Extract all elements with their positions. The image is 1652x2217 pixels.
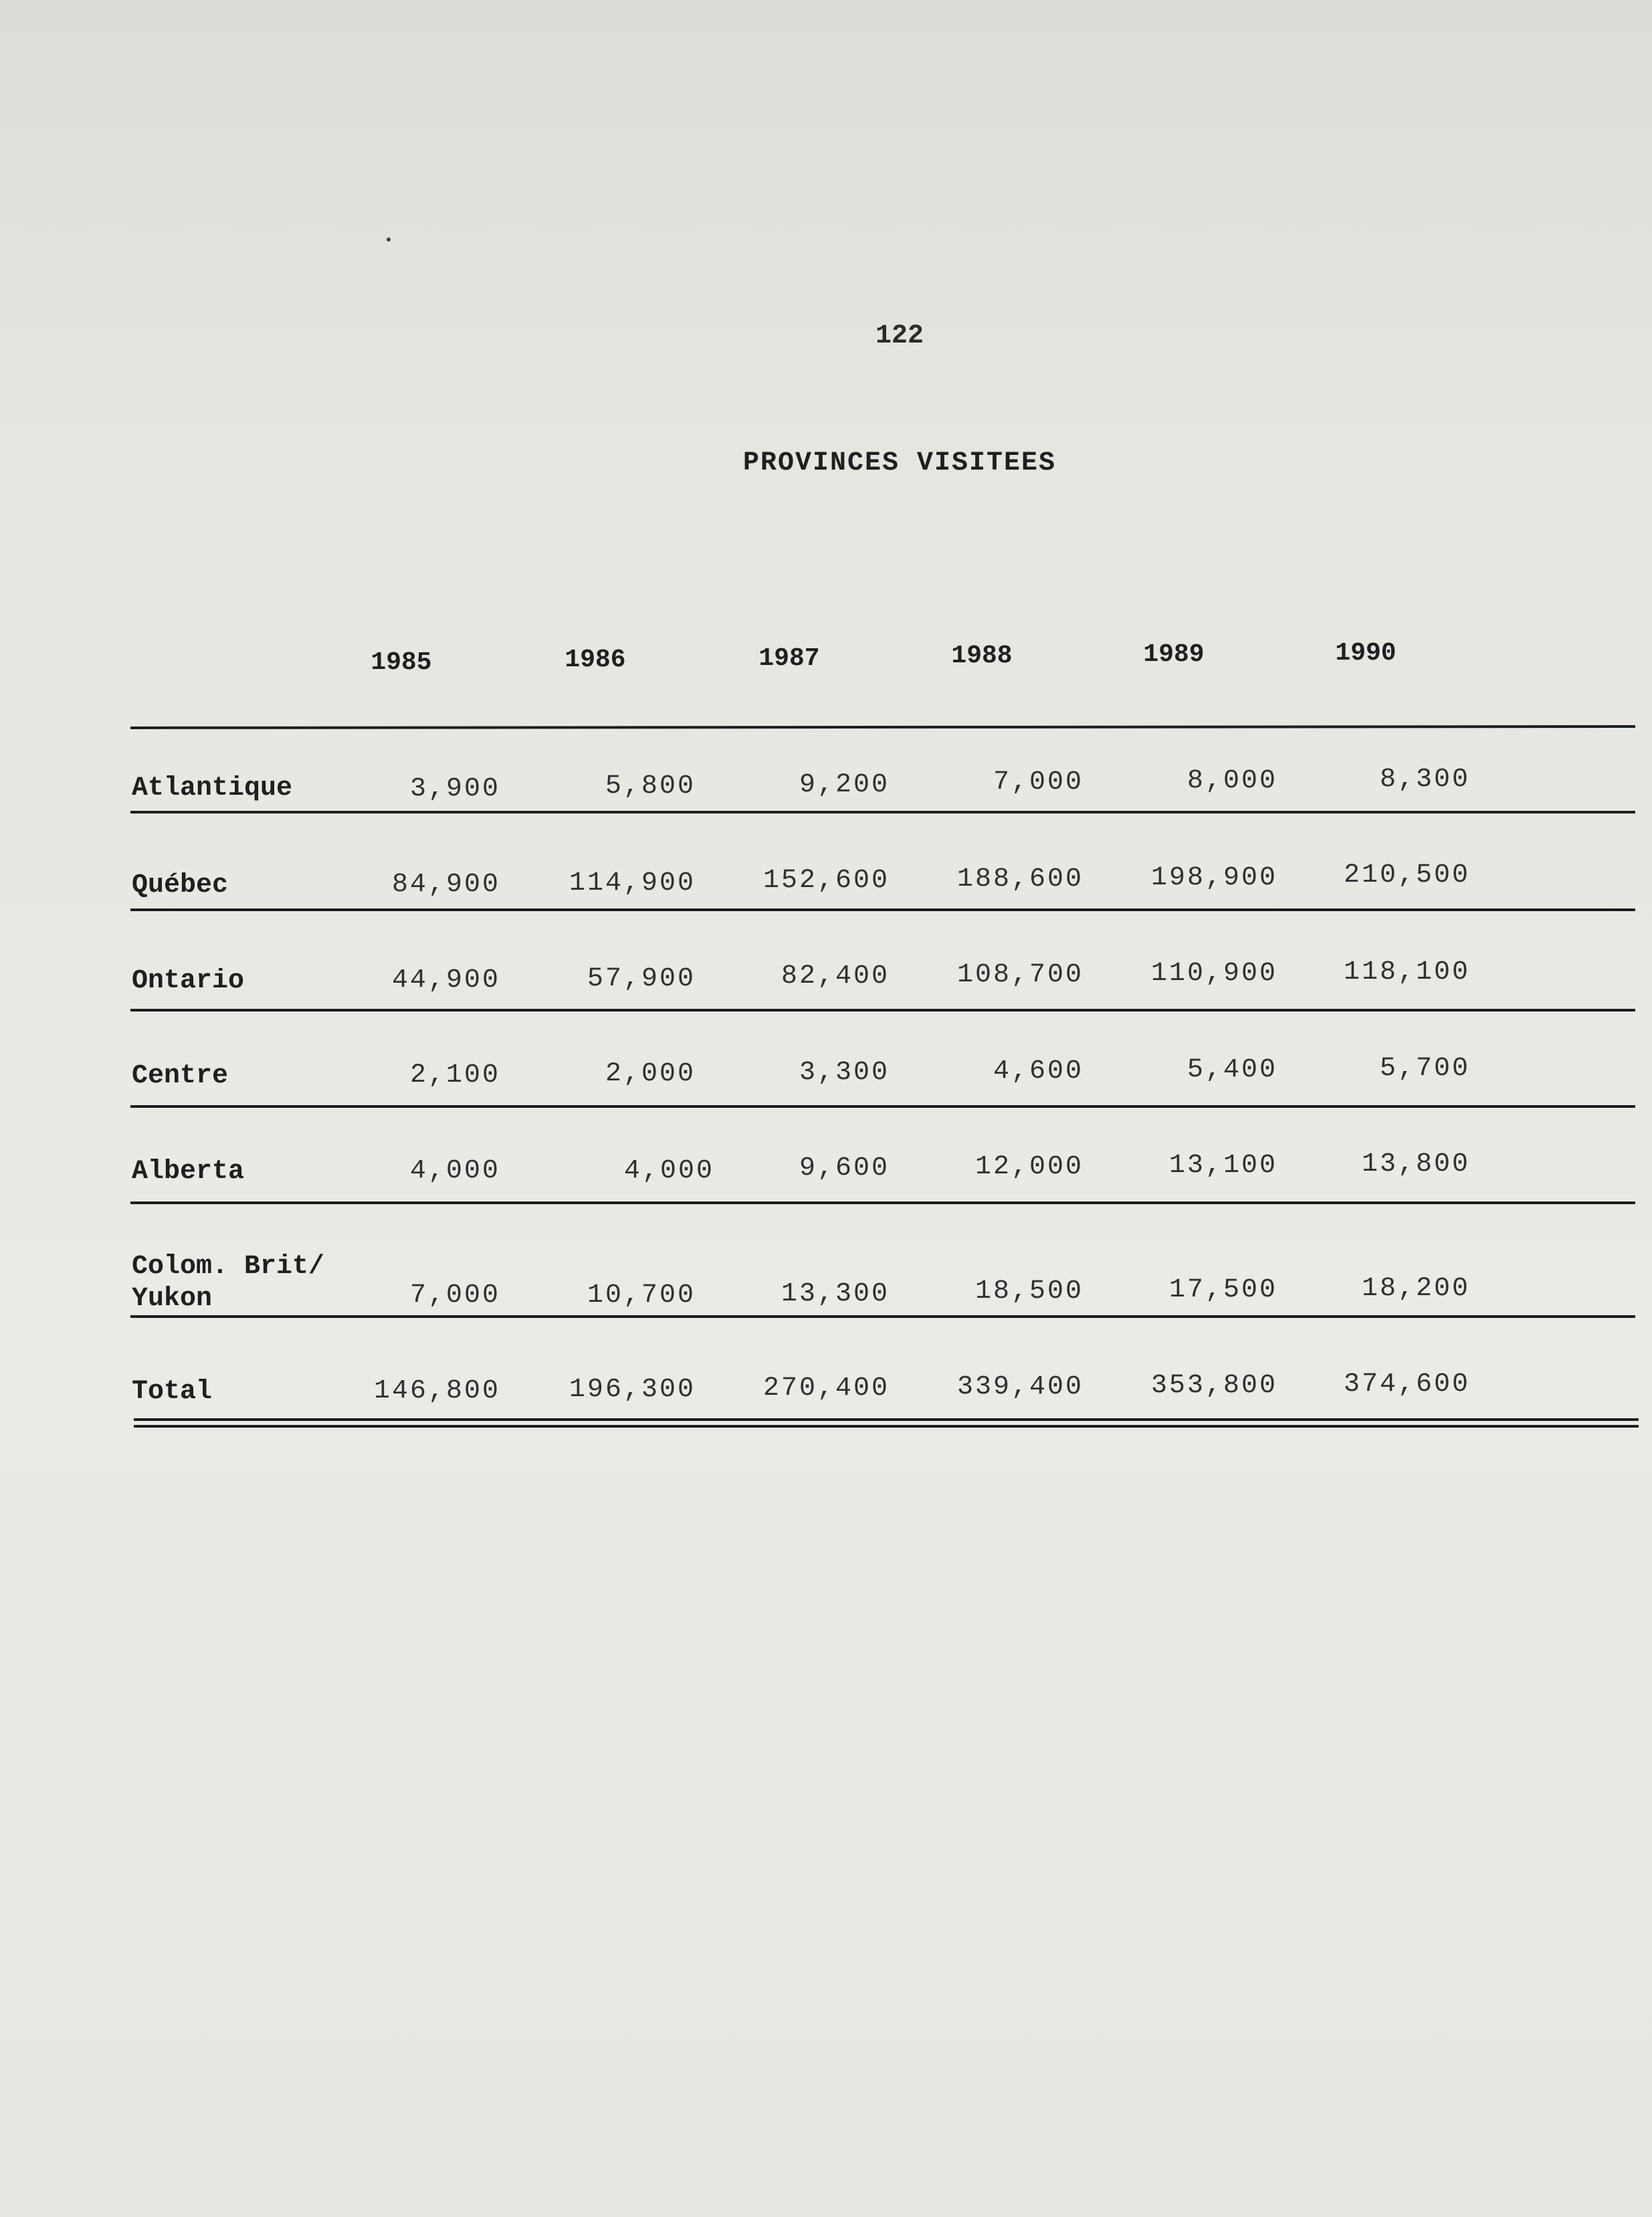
table-cell: 2,000	[605, 1059, 696, 1089]
row-rule	[130, 1201, 1635, 1204]
table-row	[0, 957, 1652, 1005]
table-cell: 13,300	[781, 1279, 890, 1309]
table-cell: 118,100	[1343, 957, 1470, 987]
table-row	[0, 1149, 1652, 1196]
table-cell: 7,000	[409, 1280, 500, 1311]
table-cell: 3,900	[409, 774, 500, 804]
table-row	[0, 1054, 1652, 1100]
table-row	[0, 860, 1652, 910]
table-cell: 13,800	[1361, 1149, 1470, 1179]
table-cell: 152,600	[762, 866, 890, 896]
row-label: Total	[132, 1377, 213, 1407]
table-cell: 13,100	[1168, 1151, 1277, 1181]
year-header-1988: 1988	[951, 642, 1013, 670]
table-cell: 84,900	[391, 870, 500, 900]
ink-speck	[387, 237, 391, 242]
table-cell: 8,300	[1379, 765, 1470, 795]
row-rule	[130, 1009, 1635, 1011]
table-header-row	[0, 639, 1652, 678]
year-header-1989: 1989	[1143, 640, 1205, 669]
table-cell: 4,600	[993, 1056, 1083, 1086]
table-cell: 374,600	[1343, 1369, 1470, 1400]
table-cell: 10,700	[587, 1280, 696, 1311]
table-cell: 12,000	[974, 1152, 1083, 1182]
table-cell: 44,900	[391, 965, 500, 995]
table-cell: 198,900	[1150, 863, 1277, 893]
document-title: PROVINCES VISITEES	[742, 448, 1057, 478]
row-rule	[130, 908, 1635, 911]
table-bottom-double-rule	[134, 1418, 1639, 1428]
page-number: 122	[875, 321, 924, 351]
row-label: Alberta	[132, 1157, 245, 1187]
row-label: Ontario	[132, 966, 245, 996]
year-header-1986: 1986	[564, 646, 626, 674]
table-cell: 8,000	[1186, 766, 1277, 796]
table-cell: 188,600	[956, 864, 1083, 894]
table-cell: 5,400	[1186, 1055, 1277, 1085]
table-cell: 7,000	[993, 767, 1083, 797]
table-cell: 270,400	[762, 1373, 890, 1404]
table-cell: 9,200	[799, 770, 890, 800]
table-cell: 17,500	[1168, 1275, 1277, 1305]
row-rule	[130, 1105, 1635, 1108]
table-cell: 210,500	[1343, 860, 1470, 890]
table-cell: 4,000	[409, 1156, 500, 1186]
year-header-1990: 1990	[1335, 639, 1397, 668]
table-row	[0, 765, 1652, 813]
table-cell: 2,100	[409, 1060, 500, 1090]
table-cell: 9,600	[799, 1153, 890, 1183]
year-header-1987: 1987	[758, 644, 820, 673]
table-cell: 5,700	[1379, 1054, 1470, 1084]
row-rule	[130, 1315, 1635, 1318]
table-top-rule	[130, 725, 1635, 729]
row-rule	[130, 811, 1635, 813]
table-cell: 3,300	[799, 1058, 890, 1088]
table-cell: 353,800	[1150, 1371, 1277, 1401]
row-label: Centre	[132, 1061, 229, 1091]
table-cell: 196,300	[569, 1375, 696, 1405]
row-label: Atlantique	[132, 773, 293, 803]
table-cell: 82,400	[781, 961, 890, 991]
row-label: Québec	[132, 870, 229, 900]
table-cell: 4,000	[623, 1156, 714, 1186]
year-header-1985: 1985	[371, 648, 432, 677]
table-cell: 339,400	[956, 1372, 1083, 1402]
table-cell: 57,900	[587, 964, 696, 994]
table-cell: 146,800	[373, 1376, 500, 1406]
table-cell: 18,500	[974, 1276, 1083, 1307]
table-cell: 110,900	[1150, 959, 1277, 989]
table-row-total	[0, 1369, 1652, 1416]
table-cell: 18,200	[1361, 1274, 1470, 1304]
table-cell: 114,900	[569, 868, 696, 898]
table-row	[0, 1251, 1652, 1325]
row-label: Colom. Brit/ Yukon	[132, 1252, 325, 1314]
table-cell: 108,700	[956, 960, 1083, 990]
table-cell: 5,800	[605, 771, 696, 801]
